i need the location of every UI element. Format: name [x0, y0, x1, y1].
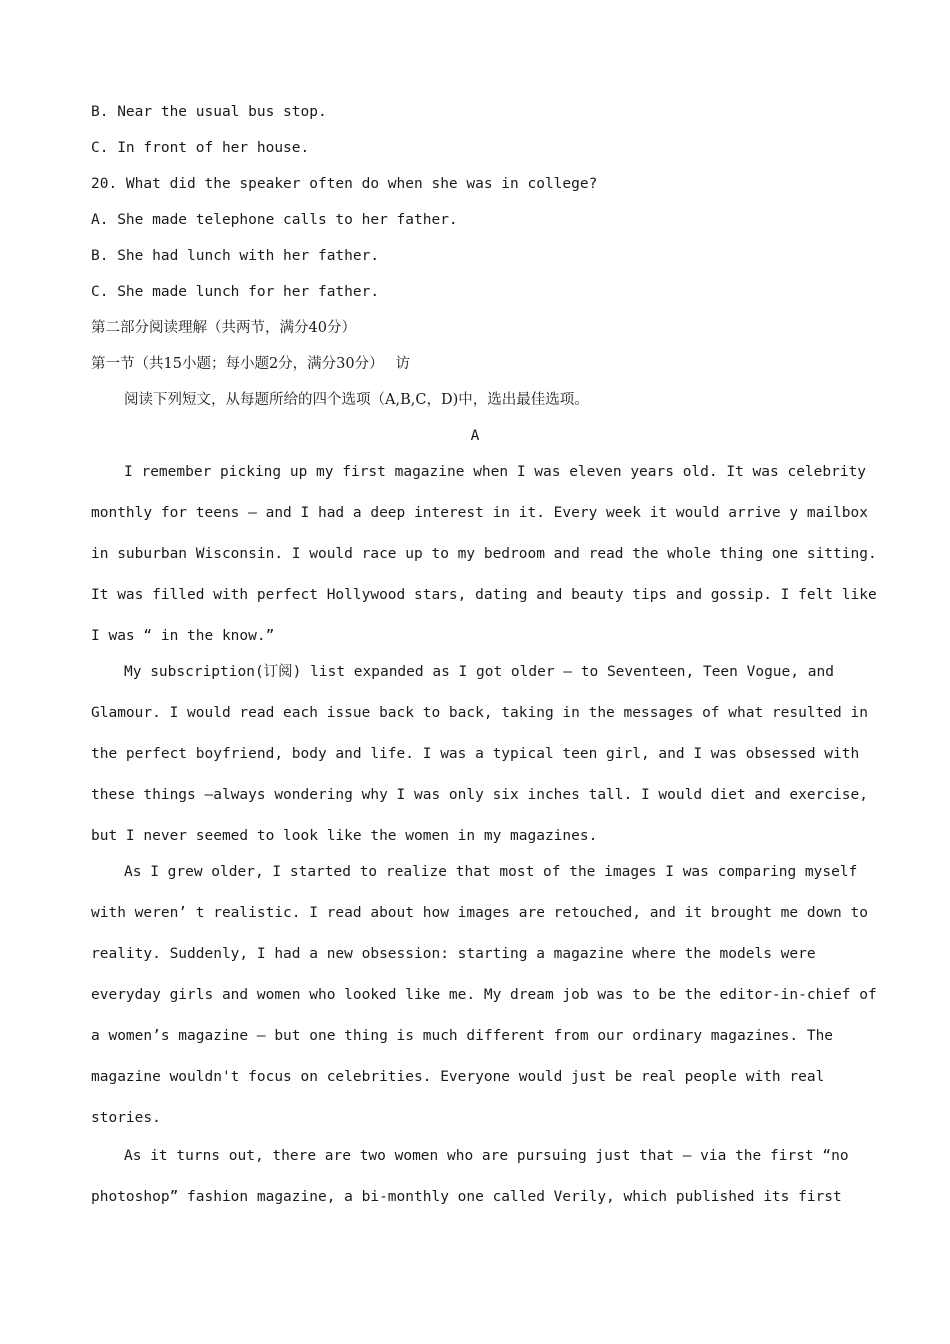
passage-line: reality. Suddenly, I had a new obsession: starting a magazine where the models were — [91, 946, 816, 962]
passage-line: these things —always wondering why I was only six inches tall. I would diet and exercise, — [91, 787, 868, 803]
passage-line: My subscription(订阅) list expanded as I got older — to Seventeen, Teen Vogue, and — [124, 664, 834, 680]
passage-line: everyday girls and women who looked like me. My dream job was to be the editor-in-chief of — [91, 987, 877, 1003]
q20-option-b: B. She had lunch with her father. — [91, 248, 380, 264]
passage-line: It was filled with perfect Hollywood stars, dating and beauty tips and gossip. I felt like — [91, 587, 877, 603]
passage-line: magazine wouldn't focus on celebrities. Everyone would just be real people with real — [91, 1069, 825, 1085]
q19-option-b: B. Near the usual bus stop. — [91, 104, 327, 120]
passage-line: with weren’ t realistic. I read about how images are retouched, and it brought me down to — [91, 905, 868, 921]
section-one-title: 第一节（共15小题；每小题2分，满分30分） 访 — [91, 356, 410, 372]
passage-line: stories. — [91, 1110, 161, 1126]
q20-option-a: A. She made telephone calls to her father. — [91, 212, 458, 228]
passage-line: I remember picking up my first magazine when I was eleven years old. It was celebrity — [124, 464, 867, 480]
passage-line: a women’s magazine — but one thing is much different from our ordinary magazines. The — [91, 1028, 834, 1044]
passage-line: I was “ in the know.” — [91, 628, 275, 644]
passage-line: Glamour. I would read each issue back to back, taking in the messages of what resulted in — [91, 705, 868, 721]
passage-line: in suburban Wisconsin. I would race up to my bedroom and read the whole thing one sitting. — [91, 546, 877, 562]
passage-line: As it turns out, there are two women who are pursuing just that — via the first “no — [124, 1148, 849, 1164]
passage-line: monthly for teens — and I had a deep interest in it. Every week it would arrive y mailbox — [91, 505, 868, 521]
passage-line: the perfect boyfriend, body and life. I was a typical teen girl, and I was obsessed with — [91, 746, 860, 762]
q20-stem: 20. What did the speaker often do when she was in college? — [91, 176, 598, 192]
passage-line: photoshop” fashion magazine, a bi-monthly one called Verily, which published its first — [91, 1189, 842, 1205]
passage-label: A — [470, 428, 480, 444]
passage-line: As I grew older, I started to realize that most of the images I was comparing myself — [124, 864, 858, 880]
part-two-title: 第二部分阅读理解（共两节，满分40分） — [91, 320, 356, 336]
q20-option-c: C. She made lunch for her father. — [91, 284, 380, 300]
reading-instruction: 阅读下列短文，从每题所给的四个选项（A,B,C，D)中，选出最佳选项。 — [124, 392, 589, 408]
q19-option-c: C. In front of her house. — [91, 140, 310, 156]
passage-line: but I never seemed to look like the women in my magazines. — [91, 828, 598, 844]
